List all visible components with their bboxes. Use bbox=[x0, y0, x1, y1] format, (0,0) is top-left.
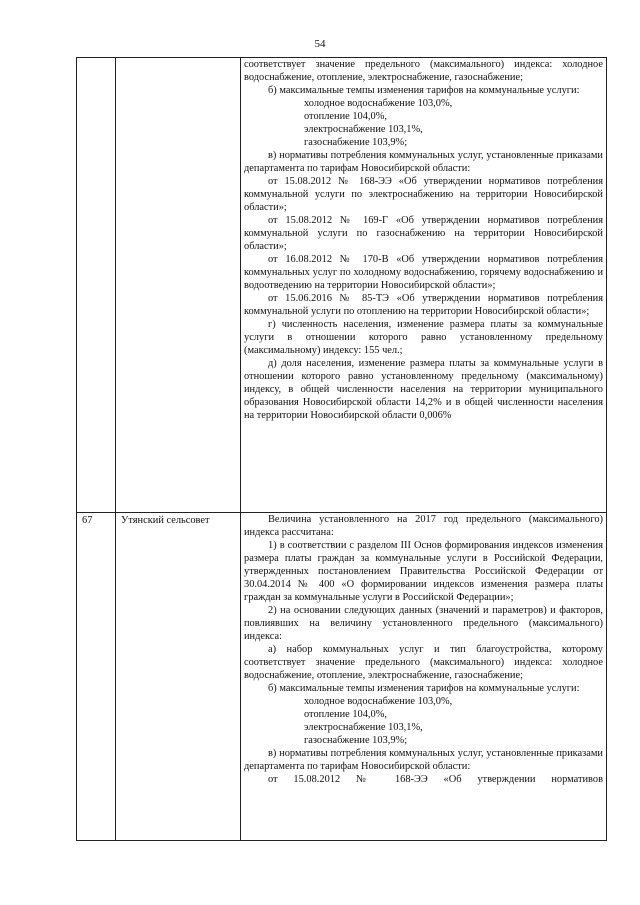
tariff-list-item: электроснабжение 103,1%, bbox=[304, 722, 423, 733]
tariff-list-item: холодное водоснабжение 103,0%, bbox=[304, 98, 453, 109]
paragraph: 1) в соответствии с разделом III Основ формирования индексов изменения размера платы граждан за коммунальные услуги в Российской Федерации, утвержденных постановлением Правительства Российской Федерации от 30.04.2014 № 400 «О формировании индексов изменения размера платы граждан за коммунальные услуги в Российской Федерации»; bbox=[244, 540, 603, 603]
tariff-list-item: газоснабжение 103,9%; bbox=[304, 137, 408, 148]
paragraph: Величина установленного на 2017 год предельного (максимального) индекса рассчитана: bbox=[244, 514, 603, 538]
tariff-list-item: отопление 104,0%, bbox=[304, 111, 387, 122]
description-text bbox=[244, 58, 603, 422]
paragraph: в) нормативы потребления коммунальных услуг, установленные приказами департамента по тарифам Новосибирской области: bbox=[244, 150, 603, 174]
row-number-cell: 67 bbox=[77, 513, 116, 841]
tariff-list-item: отопление 104,0%, bbox=[304, 709, 387, 720]
tariff-list-item: электроснабжение 103,1%, bbox=[304, 124, 423, 135]
paragraph: б) максимальные темпы изменения тарифов на коммунальные услуги: bbox=[268, 85, 580, 96]
paragraph: в) нормативы потребления коммунальных услуг, установленные приказами департамента по тарифам Новосибирской области: bbox=[244, 748, 603, 772]
table-row bbox=[77, 58, 607, 513]
paragraph: г) численность населения, изменение размера платы за коммунальные услуги в отношении которого равно установленному предельному (максимальному) индексу: 155 чел.; bbox=[244, 319, 603, 356]
description-cell bbox=[241, 513, 607, 841]
indices-table bbox=[76, 57, 607, 841]
paragraph: от 15.08.2012 № 168-ЭЭ «Об утверждении нормативов потребления коммунальной услуги по электроснабжению на территории Новосибирской области»; bbox=[244, 176, 603, 213]
paragraph: соответствует значение предельного (максимального) индекса: холодное водоснабжение, отопление, электроснабжение, газоснабжение; bbox=[244, 59, 603, 83]
tariff-list-item: холодное водоснабжение 103,0%, bbox=[304, 696, 453, 707]
description-cell bbox=[241, 58, 607, 513]
paragraph: от 15.08.2012 № 169-Г «Об утверждении нормативов потребления коммунальной услуги по газоснабжению на территории Новосибирской области»; bbox=[244, 215, 603, 252]
paragraph: от 16.08.2012 № 170-В «Об утверждении нормативов потребления коммунальных услуг по холодному водоснабжению, горячему водоснабжению и водоотведению на территории Новосибирской области»; bbox=[244, 254, 603, 291]
paragraph: от 15.06.2016 № 85-ТЭ «Об утверждении нормативов потребления коммунальной услуги по отоплению на территории Новосибирской области»; bbox=[244, 293, 603, 317]
paragraph: д) доля населения, изменение размера платы за коммунальные услуги в отношении которого равно установленному предельному (максимальному) индексу, в общей численности населения на территории муниципального образования Новосибирской области 14,2% и в общей численности населения на территории Новосибирской области 0,006% bbox=[244, 358, 603, 421]
tariff-list-item: газоснабжение 103,9%; bbox=[304, 735, 408, 746]
paragraph: а) набор коммунальных услуг и тип благоустройства, которому соответствует значение предельного (максимального) индекса: холодное водоснабжение, отопление, электроснабжение, газоснабжение; bbox=[244, 644, 603, 681]
paragraph: б) максимальные темпы изменения тарифов на коммунальные услуги: bbox=[268, 683, 580, 694]
paragraph: 2) на основании следующих данных (значений и параметров) и факторов, повлиявших на величину установленного предельного (максимального) индекса: bbox=[244, 605, 603, 642]
municipality-cell: Утянский сельсовет bbox=[116, 513, 241, 841]
row-number-cell bbox=[77, 58, 116, 513]
municipality-cell bbox=[116, 58, 241, 513]
paragraph: от 15.08.2012 № 168-ЭЭ «Об утверждении нормативов bbox=[268, 774, 603, 785]
page-number: 54 bbox=[314, 38, 326, 50]
description-text bbox=[244, 513, 603, 786]
table-row bbox=[77, 513, 607, 841]
